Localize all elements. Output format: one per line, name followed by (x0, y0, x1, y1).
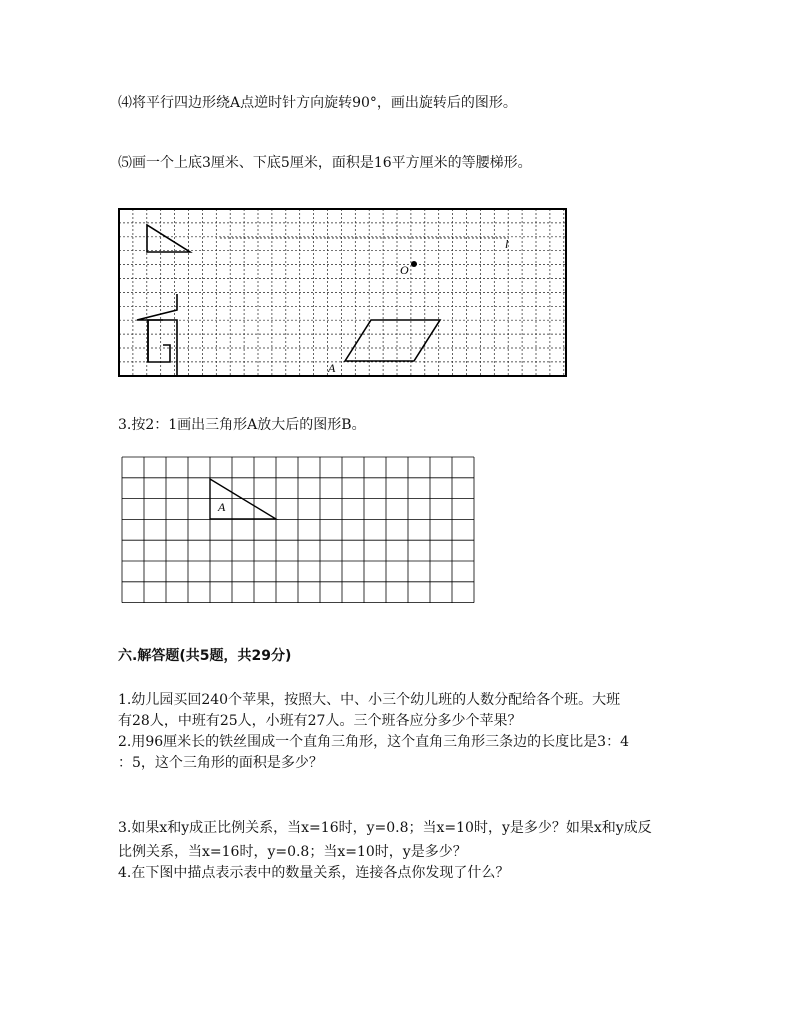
problem-4-line-1: 4.在下图中描点表示表中的数量关系，连接各点你发现了什么？ (118, 865, 510, 881)
instruction-trapezoid: ⑸画一个上底3厘米、下底5厘米，面积是16平方厘米的等腰梯形。 (118, 155, 532, 171)
line-l-label: l (505, 237, 509, 251)
problem-1-line-1: 1.幼儿园买回240个苹果，按照大、中、小三个幼儿班的人数分配给各个班。大班 (118, 692, 621, 708)
problem-2-line-1: 2.用96厘米长的铁丝围成一个直角三角形，这个直角三角形三条边的长度比是3：4 (118, 734, 629, 750)
problem-2-line-2: ：5，这个三角形的面积是多少？ (118, 755, 323, 771)
problem-3-line-1: 3.如果x和y成正比例关系，当x=16时，y=0.8；当x=10时，y是多少？如果x和y成反 (118, 820, 652, 836)
point-o-label: O (400, 263, 409, 277)
problem-1-line-2: 有28人，中班有25人，小班有27人。三个班各应分多少个苹果？ (118, 713, 522, 729)
square-grid-lines (122, 457, 474, 603)
point-a-label: A (328, 361, 336, 375)
instruction-rotate: ⑷将平行四边形绕A点逆时针方向旋转90°，画出旋转后的图形。 (118, 95, 517, 111)
triangle-a-label: A (218, 500, 226, 514)
section-6-heading: 六.解答题(共5题，共29分) (118, 648, 292, 664)
question-3-scale: 3.按2：1画出三角形A放大后的图形B。 (118, 417, 366, 433)
problem-3-line-2: 比例关系，当x=16时，y=0.8；当x=10时，y是多少？ (118, 844, 467, 860)
